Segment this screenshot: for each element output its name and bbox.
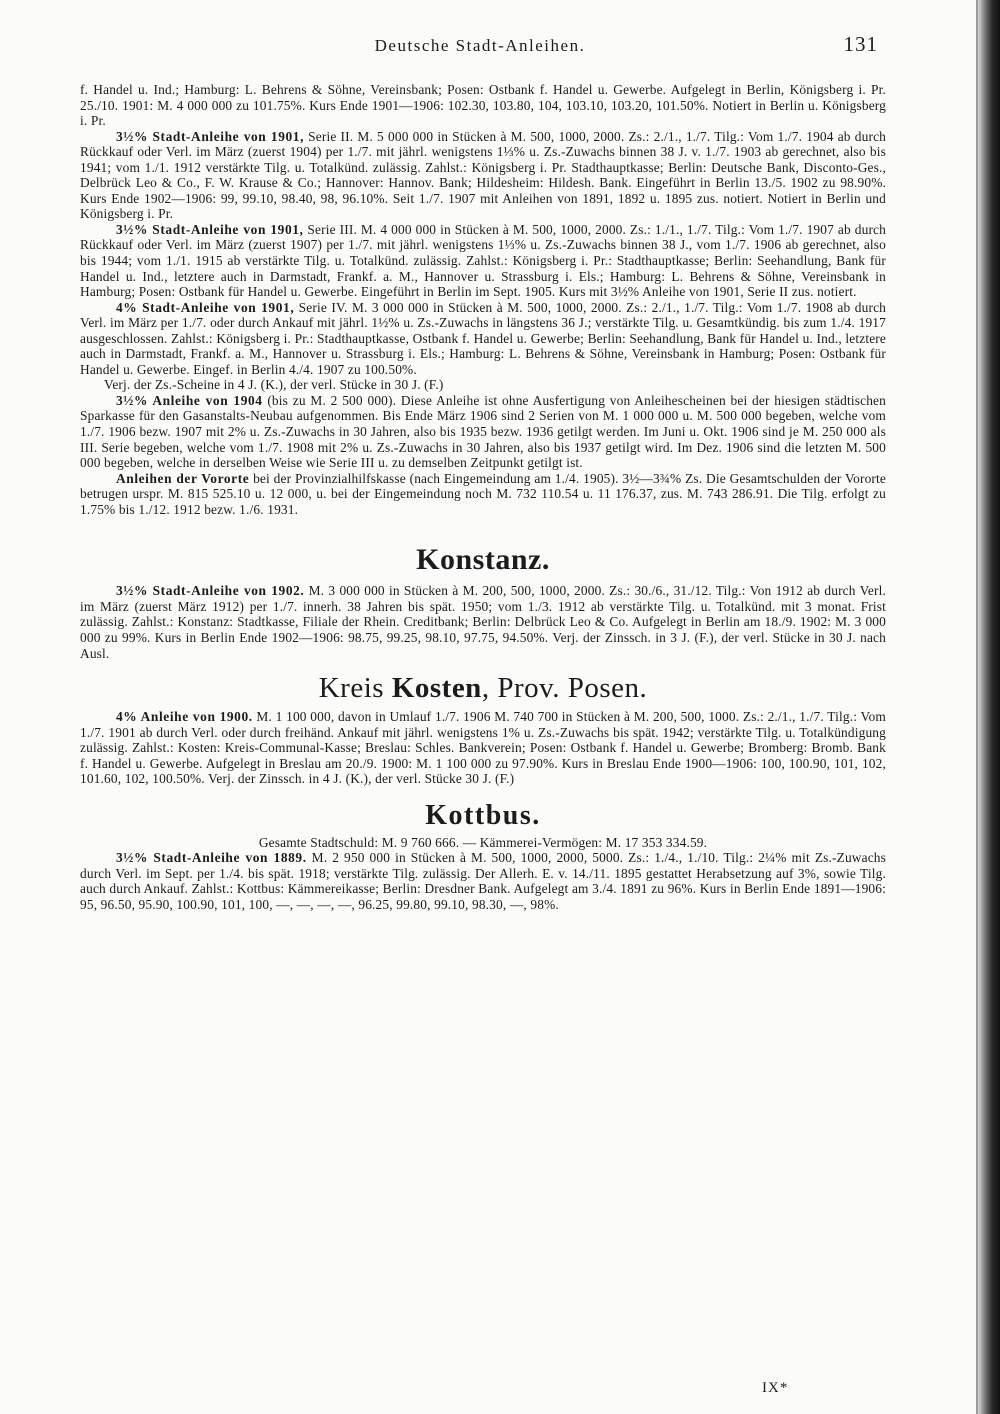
page-number: 131: [843, 32, 878, 56]
loan-title: 3½% Stadt-Anleihe von 1901,: [116, 221, 304, 237]
debt-summary-line: Gesamte Stadtschuld: M. 9 760 666. — Kämmerei-Vermögen: M. 17 353 334.59.: [258, 834, 708, 850]
loan-title: 3½% Stadt-Anleihe von 1889.: [116, 850, 307, 866]
section-heading-kottbus: Kottbus.: [425, 799, 541, 831]
running-title: Deutsche Stadt-Anleihen.: [374, 36, 586, 55]
loan-text: M. 3 000 000 in Stücken à M. 200, 500, 1000, 2000. Zs.: 30./6., 31./12. Tilg.: Von 1912 ab durch Verl. im März (zuerst März 1912) per 1./7. innerh. 38 Jahren bis spät. 1950; vom 1./3. 1912 ab verstärkte Tilg. u. Totalkünd. mit 3 monat. Frist zulässig. Zahlst.: Konstanz: Stadtkasse, Filiale der Rhein. Creditbank; Berlin: Delbrück Leo & Co. Aufgelegt in Berlin am 18./9. 1902: M. 3 000 000 zu 99%. Kurs in Berlin Ende 1902—1906: 98.75, 99.25, 98.10, 97.75, 94.50%. Verj. der Zinssch. in 3 J. (F.), der verl. Stücke in 30 J. nach Ausl.: [80, 583, 887, 661]
book-edge-shadow: [978, 0, 1000, 1414]
loan-entry-1904: [80, 393, 886, 471]
loan-text: Serie IV. M. 3 000 000 in Stücken à M. 500, 1000, 2000. Zs.: 2./1., 1./7. Tilg.: Vom 1./7. 1908 ab durch Verl. im März per 1./7. oder durch Ankauf mit jährl. 1½% u. Zs.-Zuwachs in längstens 36 J.; verstärkte Tilg. u. Gesamtkündig. bis zum 1./4. 1917 ausgeschlossen. Zahlst.: Königsberg i. Pr.: Stadthauptkasse, Ostbank f. Handel u. Gewerbe; Berlin: Seehandlung, Bank für Handel u. Ind., letztere auch in Darmstadt, Frankf. a. M., Hannover u. Strassburg i. Els.; Hamburg: L. Behrens & Söhne, Vereinsbank in Hamburg; Posen: Ostbank für Handel u. Gewerbe. Eingef. in Berlin 4./4. 1907 zu 100.50%.: [80, 299, 887, 377]
loan-entry-kottbus: [80, 850, 886, 912]
loan-entry-konstanz: [80, 583, 886, 661]
loan-title: 3½% Stadt-Anleihe von 1902.: [116, 583, 305, 599]
heading-prefix: Kreis: [318, 672, 392, 705]
loan-title: 3½% Stadt-Anleihe von 1901,: [116, 128, 305, 144]
loan-text: bei der Provinzialhilfskasse (nach Eingemeindung am 1./4. 1905). 3½—3¾% Zs. Die Gesamtschulden der Vororte betrugen urspr. M. 815 525.10 u. 12 000, u. bei der Eingemeindung noch M. 732 110.54 u. 11 176.37, zus. M. 743 286.91. Die Tilg. erfolgt zu 1.75% bis 1./12. 1912 bezw. 1./6. 1931.: [80, 470, 887, 517]
loan-entry-kosten: [80, 709, 886, 787]
loan-entry-vororte: [80, 471, 886, 518]
heading-suffix: , Prov. Posen.: [481, 672, 648, 705]
loan-title: 3½% Anleihe von 1904: [116, 392, 263, 408]
loan-text: Serie III. M. 4 000 000 in Stücken à M. 500, 1000, 2000. Zs.: 1./1., 1./7. Tilg.: Vom 1./7. 1907 ab durch Rückkauf oder Verl. im März (zuerst 1907) per 1./7. mit jährl. wenigstens 1⅓% u. Zs.-Zuwachs binnen 38 J., vom 1./7. 1906 ab gerechnet, also bis 1944; vom 1./1. 1915 ab verstärkte Tilg. u. Totalkünd. zulässig. Zahlst.: Königsberg i. Pr.: Stadthauptkasse; Berlin: Seehandlung, Bank für Handel u. Ind., letztere auch in Darmstadt, Frankf. a. M., Hannover u. Strassburg i. Els.; Hamburg: L. Behrens & Söhne, Vereinsbank in Hamburg; Posen: Ostbank für Handel u. Gewerbe. Eingeführt in Berlin im Sept. 1905. Kurs mit 3½% Anleihe von 1901, Serie II zus. notiert.: [80, 221, 886, 300]
loan-text: M. 1 100 000, davon in Umlauf 1./7. 1906 M. 740 700 in Stücken à M. 200, 500, 1000. Zs.: 2./1., 1./7. Tilg.: Vom 1./7. 1901 ab durch Verl. oder durch freihänd. Ankauf mit jährl. wenigstens 1% u. Zs.-Zuwachs bis spät. 1942; verstärkte Tilg. u. Totalkündigung zulässig. Zahlst.: Kosten: Kreis-Communal-Kasse; Breslau: Schles. Bankverein; Posen: Ostbank f. Handel u. Gewerbe; Bromberg: Bromb. Bank f. Handel u. Gewerbe. Aufgelegt in Breslau am 20./9. 1900: M. 1 100 000 zu 97.90%. Kurs in Breslau Ende 1900—1906: 100, 100.90, 101, 102, 101.60, 102, 100.50%. Verj. der Zinssch. in 4 J. (K.), der verl. Stücke 30 J. (F.): [80, 709, 886, 787]
section-heading-konstanz: Konstanz.: [416, 543, 550, 577]
loan-title: 4% Stadt-Anleihe von 1901,: [116, 299, 295, 315]
page-content: [80, 82, 886, 913]
loan-text: (bis zu M. 2 500 000). Diese Anleihe ist ohne Ausfertigung von Anleihescheinen bei der hiesigen städtischen Sparkasse für den Gasanstalts-Neubau aufgenommen. Bis Ende März 1906 sind 2 Serien von M. 1 000 000 u. M. 500 000 begeben, welche vom 1./7. 1906 bezw. 1907 mit 2% u. Zs.-Zuwachs in 30 Jahren, also bis 1935 bezw. 1936 getilgt werden. Im Juni u. Okt. 1906 sind je M. 250 000 als III. Serie begeben, welche vom 1./7. 1908 mit 2% u. Zs.-Zuwachs in 30 Jahren, also bis 1937 getilgt wird. Im Dez. 1906 sind die letzten M. 500 000 begeben, welche in derselben Weise wie Serie III u. zu demselben Zeitpunkt getilgt ist.: [80, 392, 886, 471]
loan-entry-serie-3: [80, 222, 886, 300]
verjaehrung-line: Verj. der Zs.-Scheine in 4 J. (K.), der verl. Stücke in 30 J. (F.): [104, 377, 444, 393]
loan-title: 4% Anleihe von 1900.: [116, 709, 253, 725]
section-heading-kosten: [80, 671, 886, 705]
loan-entry-serie-2: [80, 129, 886, 222]
signature-mark: IX*: [762, 1380, 789, 1396]
heading-place: Kosten: [391, 672, 482, 705]
loan-entry-serie-4: [80, 300, 886, 378]
running-head: [80, 34, 880, 60]
loan-text: M. 2 950 000 in Stücken à M. 500, 1000, 2000, 5000. Zs.: 1./4., 1./10. Tilg.: 2¼% mit Zs.-Zuwachs durch Verl. im Sept. per 1./4. bis spät. 1918; verstärkte Tilg. zulässig. Der Allerh. E. v. 14./11. 1895 gestattet Herabsetzung auf 3%, sowie Tilg. auch durch Ankauf. Zahlst.: Kottbus: Kämmereikasse; Berlin: Dresdner Bank. Aufgelegt am 3./4. 1891 zu 96%. Kurs in Berlin Ende 1891—1906: 95, 96.50, 95.90, 100.90, 101, 100, —, —, —, —, 96.25, 99.80, 99.10, 98.30, —, 98%.: [80, 850, 886, 912]
paragraph-continuation: f. Handel u. Ind.; Hamburg: L. Behrens & Söhne, Vereinsbank; Posen: Ostbank f. Handel u. Gewerbe. Aufgelegt in Berlin, Königsberg i. Pr. 25./10. 1901: M. 4 000 000 zu 101.75%. Kurs Ende 1901—1906: 102.30, 103.80, 104, 103.10, 103.20, 101.50%. Notiert in Berlin u. Königsberg i. Pr.: [80, 82, 886, 129]
loan-text: Serie II. M. 5 000 000 in Stücken à M. 500, 1000, 2000. Zs.: 2./1., 1./7. Tilg.: Vom 1./7. 1904 ab durch Rückkauf oder Verl. im März (zuerst 1904) per 1./7. mit jährl. wenigstens 1⅓% u. Zs.-Zuwachs binnen 38 J. v. 1./7. 1903 ab gerechnet, also bis 1941; vom 1./1. 1912 verstärkte Tilg. u. Totalkünd. zulässig. Zahlst.: Königsberg i. Pr. Stadthauptkasse; Berlin: Deutsche Bank, Disconto-Ges., Delbrück Leo & Co., F. W. Krause & Co.; Hannover: Hannov. Bank; Hildesheim: Hildesh. Bank. Eingeführt in Berlin 13./5. 1902 zu 98.90%. Kurs Ende 1902—1906: 99, 99.10, 98.40, 98, 96.10%. Seit 1./7. 1907 mit Anleihen von 1891, 1892 u. 1895 zus. notiert. Notiert in Berlin und Königsberg i. Pr.: [80, 128, 887, 222]
loan-title: Anleihen der Vororte: [116, 470, 250, 486]
